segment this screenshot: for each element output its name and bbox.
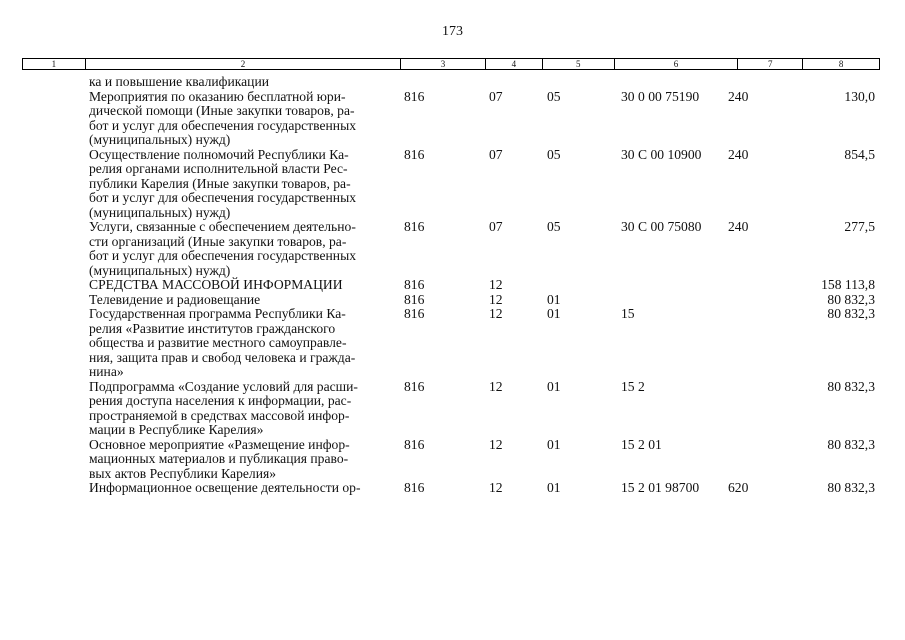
- cell-admin-code: 816: [404, 219, 425, 234]
- cell-section: 12: [489, 277, 503, 292]
- cell-amount: 277,5: [844, 219, 875, 234]
- cell-amount: 80 832,3: [827, 436, 875, 452]
- cell-subsection: 05: [547, 88, 561, 104]
- cell-subsection: 01: [547, 306, 561, 321]
- cell-admin-code: 816: [404, 306, 425, 321]
- table-header: [22, 58, 880, 70]
- cell-section: 12: [489, 480, 503, 495]
- description-line: пространяемой в средствах массовой инфор-: [89, 407, 350, 423]
- column-header-8: 8: [838, 59, 844, 69]
- cell-expense-type: 240: [728, 146, 749, 162]
- cell-subsection: 05: [547, 219, 561, 234]
- description-line: рения доступа населения к информации, рас-: [89, 393, 352, 408]
- cell-amount: 854,5: [844, 146, 875, 162]
- cell-section: 07: [489, 146, 503, 162]
- cell-amount: 130,0: [844, 88, 875, 104]
- cell-section: 12: [489, 306, 503, 321]
- cell-target-article: 15: [621, 306, 635, 321]
- description-line: Осуществление полномочий Республики Ка-: [89, 146, 349, 162]
- row-description: [89, 380, 392, 438]
- cell-admin-code: 816: [404, 146, 425, 162]
- column-header-5: 5: [543, 59, 615, 69]
- row-description: [89, 220, 392, 278]
- description-line: (муниципальных) нужд): [89, 204, 231, 220]
- row-description: [89, 438, 392, 482]
- cell-target-article: 15 2 01 98700: [621, 480, 700, 495]
- description-line: общества и развитие местного самоуправле-: [89, 335, 347, 350]
- description-line: мации в Республике Карелия»: [89, 422, 264, 437]
- description-line: Информационное освещение деятельности ор-: [89, 480, 361, 495]
- cell-target-article: 15 2: [621, 378, 645, 394]
- description-line: вых актов Республики Карелия»: [89, 465, 277, 481]
- table-row: [0, 148, 905, 221]
- cell-admin-code: 816: [404, 277, 425, 292]
- row-description: [89, 278, 392, 293]
- description-line: мационных материалов и публикация право-: [89, 451, 349, 466]
- description-line: Основное мероприятие «Размещение инфор-: [89, 436, 350, 452]
- description-line: бот и услуг для обеспечения государственных: [89, 248, 357, 263]
- cell-section: 12: [489, 436, 503, 452]
- cell-expense-type: 620: [728, 480, 749, 495]
- table-row: [0, 293, 905, 308]
- cell-subsection: 01: [547, 291, 561, 307]
- cell-target-article: 15 2 01: [621, 436, 662, 452]
- page-number: 173: [442, 24, 463, 39]
- description-line: бот и услуг для обеспечения государственных: [89, 190, 357, 205]
- cell-admin-code: 816: [404, 480, 425, 495]
- cell-expense-type: 240: [728, 88, 749, 104]
- description-line: (муниципальных) нужд): [89, 132, 231, 147]
- row-description: [89, 90, 392, 148]
- column-header-3: 3: [401, 59, 486, 69]
- row-description: [89, 75, 392, 90]
- row-description: [89, 148, 392, 221]
- description-line: Мероприятия по оказанию бесплатной юри-: [89, 88, 346, 104]
- table-row: [0, 278, 905, 293]
- description-line: Услуги, связанные с обеспечением деятельно-: [89, 219, 356, 234]
- description-line: Государственная программа Республики Ка-: [89, 306, 346, 321]
- table-row: [0, 307, 905, 380]
- cell-expense-type: 240: [728, 219, 749, 234]
- description-line: Телевидение и радиовещание: [89, 291, 261, 307]
- description-line: дической помощи (Иные закупки товаров, ра-: [89, 103, 355, 118]
- cell-subsection: 01: [547, 436, 561, 452]
- cell-subsection: 05: [547, 146, 561, 162]
- description-line: ния, защита прав и свобод человека и граждa-: [89, 349, 356, 365]
- row-description: [89, 307, 392, 380]
- cell-section: 07: [489, 88, 503, 104]
- column-header-7: 7: [738, 59, 803, 69]
- cell-admin-code: 816: [404, 88, 425, 104]
- description-line: СРЕДСТВА МАССОВОЙ ИНФОРМАЦИИ: [89, 277, 343, 292]
- cell-admin-code: 816: [404, 436, 425, 452]
- table-row: [0, 438, 905, 482]
- cell-section: 12: [489, 378, 503, 394]
- table-row: [0, 90, 905, 148]
- cell-amount: 158 113,8: [821, 277, 875, 292]
- description-line: ка и повышение квалификации: [89, 74, 270, 89]
- row-description: [89, 293, 392, 308]
- description-line: релия органами исполнительной власти Рес-: [89, 161, 348, 176]
- cell-amount: 80 832,3: [827, 378, 875, 394]
- table-row: [0, 380, 905, 438]
- description-line: Подпрограмма «Создание условий для расши-: [89, 378, 358, 394]
- cell-amount: 80 832,3: [827, 291, 875, 307]
- cell-amount: 80 832,3: [827, 480, 875, 495]
- description-line: бот и услуг для обеспечения государственных: [89, 117, 357, 133]
- cell-admin-code: 816: [404, 378, 425, 394]
- table-body: [0, 75, 905, 496]
- column-header-4: 4: [486, 59, 543, 69]
- table-row: [0, 220, 905, 278]
- cell-target-article: 30 0 00 75190: [621, 88, 700, 104]
- cell-subsection: 01: [547, 378, 561, 394]
- cell-section: 12: [489, 291, 503, 307]
- cell-section: 07: [489, 219, 503, 234]
- table-row: [0, 481, 905, 496]
- description-line: нина»: [89, 364, 124, 379]
- table-row: [0, 75, 905, 90]
- description-line: сти организаций (Иные закупки товаров, ра-: [89, 233, 347, 249]
- description-line: публики Карелия (Иные закупки товаров, ра-: [89, 175, 351, 191]
- cell-subsection: 01: [547, 480, 561, 495]
- cell-admin-code: 816: [404, 291, 425, 307]
- row-description: [89, 481, 392, 496]
- description-line: релия «Развитие институтов гражданского: [89, 320, 336, 336]
- column-header-1: 1: [23, 59, 86, 69]
- cell-amount: 80 832,3: [827, 306, 875, 321]
- column-header-6: 6: [615, 59, 739, 69]
- cell-target-article: 30 С 00 75080: [621, 219, 702, 234]
- column-header-2: 2: [86, 59, 401, 69]
- cell-target-article: 30 С 00 10900: [621, 146, 702, 162]
- description-line: (муниципальных) нужд): [89, 262, 231, 278]
